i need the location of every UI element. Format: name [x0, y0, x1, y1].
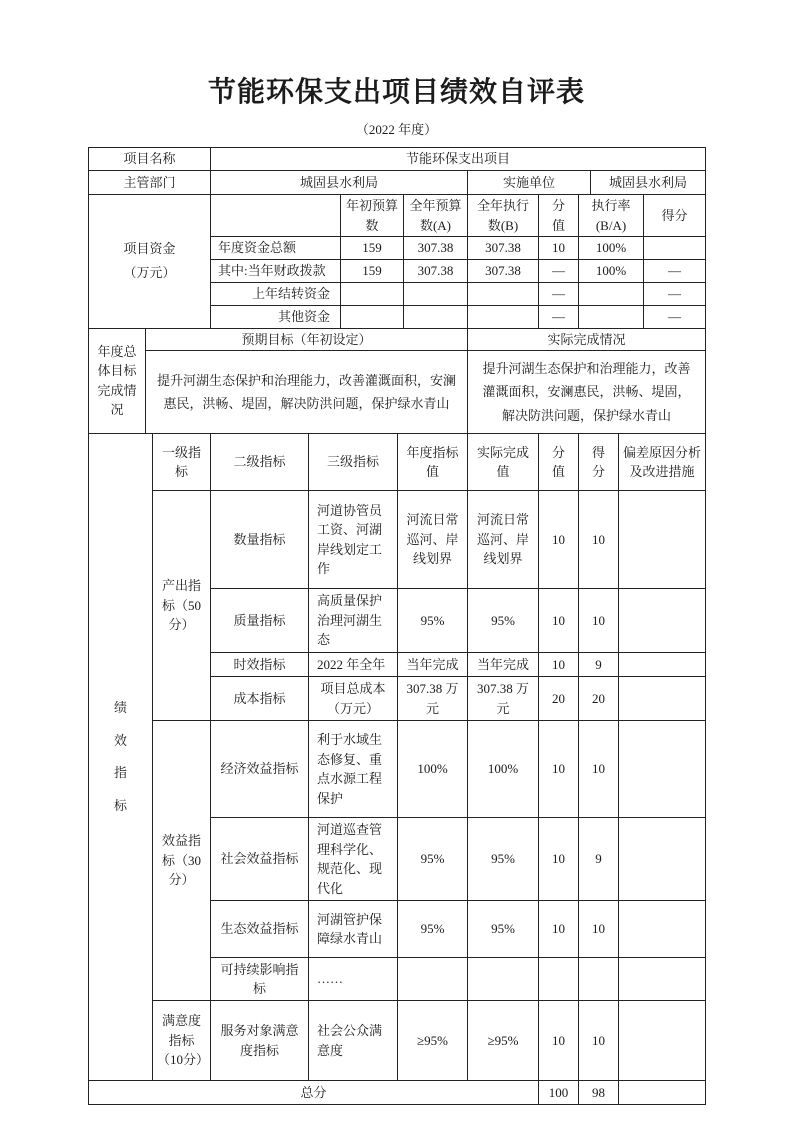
indicator-target-cell: 95%: [398, 901, 468, 958]
indicator-l3-cell: 利于水域生态修复、重点水源工程保护: [309, 721, 398, 818]
indicator-l3-cell: 2022 年全年: [309, 652, 398, 677]
indicator-actual-cell: 95%: [468, 589, 539, 653]
indicator-score-cell: 20: [579, 677, 619, 721]
table-row: [89, 721, 706, 818]
table-row: [89, 351, 706, 434]
funds-exec-cell: [468, 306, 539, 329]
indicator-actual-cell: 307.38 万元: [468, 677, 539, 721]
goals-expected-text-cell: 提升河湖生态保护和治理能力，改善灌溉面积，安澜惠民，洪畅、堤固，解决防洪问题，保护绿水青山: [146, 351, 468, 434]
funds-row-label-cell: 其他资金: [211, 306, 341, 329]
indicator-points-cell: 10: [539, 901, 579, 958]
dept-value-cell: 城固县水利局: [211, 171, 468, 195]
indicator-deviation-cell: [619, 1001, 706, 1081]
indicator-l3-cell: ……: [309, 958, 398, 1001]
indicator-deviation-cell: [619, 958, 706, 1001]
indicator-score-cell: 10: [579, 721, 619, 818]
ind-col-l1-header: 一级指标: [153, 434, 211, 491]
funds-col-rate-header: 执行率(B/A): [579, 195, 644, 237]
indicator-deviation-cell: [619, 589, 706, 653]
indicator-target-cell: 100%: [398, 721, 468, 818]
table-row: [89, 328, 706, 351]
indicator-points-cell: 10: [539, 589, 579, 653]
indicator-actual-cell: [468, 958, 539, 1001]
indicator-actual-cell: 河流日常巡河、岸线划界: [468, 491, 539, 589]
funds-initial-cell: [341, 306, 404, 329]
ind-col-score-label: 得分: [591, 444, 605, 479]
funds-section-label-line1: 项目资金: [123, 240, 176, 256]
indicator-score-cell: 10: [579, 491, 619, 589]
page-subtitle: （2022 年度）: [355, 122, 438, 137]
indicator-l2-cell: 成本指标: [211, 677, 309, 721]
funds-exec-cell: [468, 283, 539, 306]
ind-col-actual-header: 实际完成值: [468, 434, 539, 491]
funds-budget-cell: [404, 283, 468, 306]
implementer-label-cell: 实施单位: [468, 171, 591, 195]
indicator-l2-cell: 可持续影响指标: [211, 958, 309, 1001]
table-row: [89, 434, 706, 491]
funds-rate-cell: [579, 306, 644, 329]
funds-points-cell: 10: [539, 237, 579, 260]
indicator-points-cell: 10: [539, 818, 579, 901]
goals-section-label-cell: 年度总体目标完成情况: [89, 328, 146, 434]
indicator-l2-cell: 经济效益指标: [211, 721, 309, 818]
indicator-target-cell: 95%: [398, 589, 468, 653]
indicator-deviation-cell: [619, 677, 706, 721]
funds-initial-cell: 159: [341, 260, 404, 283]
indicators-table: [88, 433, 706, 1081]
indicator-points-cell: 10: [539, 652, 579, 677]
funds-score-cell: —: [644, 260, 706, 283]
goals-actual-text-cell: 提升河湖生态保护和治理能力，改善灌溉面积，安澜惠民，洪畅、堤固，解决防洪问题，保护绿水青山: [468, 351, 706, 434]
indicator-points-cell: 10: [539, 491, 579, 589]
funds-score-cell: —: [644, 306, 706, 329]
indicator-points-cell: 20: [539, 677, 579, 721]
indicator-l3-cell: 河道协管员工资、河湖岸线划定工作: [309, 491, 398, 589]
funds-budget-cell: [404, 306, 468, 329]
ind-col-points-header: [539, 434, 579, 491]
table-row: [89, 1081, 706, 1105]
funds-score-cell: —: [644, 283, 706, 306]
indicator-l2-cell: 时效指标: [211, 652, 309, 677]
funds-points-cell: —: [539, 306, 579, 329]
funds-section-label-cell: [89, 195, 211, 329]
indicator-points-cell: 10: [539, 1001, 579, 1081]
table-row: [89, 195, 706, 237]
funds-col-exec-header: 全年执行数(B): [468, 195, 539, 237]
evaluation-table: [88, 147, 705, 1105]
table-row: [89, 1001, 706, 1081]
funds-col-points-label: 分值: [551, 198, 565, 233]
project-name-value-cell: 节能环保支出项目: [211, 148, 706, 171]
funds-score-cell: [644, 237, 706, 260]
indicator-l2-cell: 数量指标: [211, 491, 309, 589]
indicator-score-cell: 10: [579, 901, 619, 958]
table-row: [89, 171, 706, 195]
funds-row-header-blank-cell: [211, 195, 341, 237]
indicator-deviation-cell: [619, 818, 706, 901]
funds-points-cell: —: [539, 260, 579, 283]
indicator-l3-cell: 河道巡查管理科学化、规范化、现代化: [309, 818, 398, 901]
funds-row-label-cell: 其中:当年财政拨款: [211, 260, 341, 283]
ind-col-deviation-header: 偏差原因分析及改进措施: [619, 434, 706, 491]
total-points-cell: 100: [539, 1081, 579, 1105]
indicator-score-cell: 10: [579, 589, 619, 653]
indicator-deviation-cell: [619, 491, 706, 589]
funds-budget-cell: 307.38: [404, 237, 468, 260]
indicator-actual-cell: 95%: [468, 818, 539, 901]
total-table: [88, 1080, 706, 1105]
funds-table: [88, 194, 706, 329]
indicator-target-cell: 当年完成: [398, 652, 468, 677]
goals-expected-header-cell: 预期目标（年初设定）: [146, 328, 468, 351]
funds-rate-cell: [579, 283, 644, 306]
info-table: [88, 147, 706, 195]
indicator-l2-cell: 服务对象满意度指标: [211, 1001, 309, 1081]
goals-actual-header-cell: 实际完成情况: [468, 328, 706, 351]
ind-col-l3-header: 三级指标: [309, 434, 398, 491]
indicator-score-cell: 9: [579, 652, 619, 677]
indicator-group-cell: 效益指标（30分）: [153, 721, 211, 1001]
project-name-label-cell: 项目名称: [89, 148, 211, 171]
ind-col-score-header: [579, 434, 619, 491]
ind-col-points-label: 分值: [551, 444, 565, 479]
funds-rate-cell: 100%: [579, 237, 644, 260]
indicator-actual-cell: 95%: [468, 901, 539, 958]
table-row: [89, 491, 706, 589]
ind-col-l2-header: 二级指标: [211, 434, 309, 491]
funds-initial-cell: 159: [341, 237, 404, 260]
indicator-actual-cell: 100%: [468, 721, 539, 818]
indicator-l2-cell: 生态效益指标: [211, 901, 309, 958]
indicator-group-cell: 满意度指标（10分）: [153, 1001, 211, 1081]
table-row: [89, 148, 706, 171]
funds-exec-cell: 307.38: [468, 237, 539, 260]
funds-col-budget-header: 全年预算数(A): [404, 195, 468, 237]
implementer-value-cell: 城固县水利局: [591, 171, 706, 195]
dept-label-cell: 主管部门: [89, 171, 211, 195]
indicator-deviation-cell: [619, 901, 706, 958]
funds-rate-cell: 100%: [579, 260, 644, 283]
indicator-l2-cell: 社会效益指标: [211, 818, 309, 901]
indicator-points-cell: [539, 958, 579, 1001]
indicator-l2-cell: 质量指标: [211, 589, 309, 653]
funds-row-label-cell: 年度资金总额: [211, 237, 341, 260]
indicator-l3-cell: 社会公众满意度: [309, 1001, 398, 1081]
funds-points-cell: —: [539, 283, 579, 306]
indicators-section-label-cell: [89, 434, 153, 1081]
page-title: 节能环保支出项目绩效自评表: [207, 76, 585, 107]
goals-table: [88, 328, 706, 435]
indicator-actual-cell: ≥95%: [468, 1001, 539, 1081]
funds-col-points-header: [539, 195, 579, 237]
indicator-target-cell: [398, 958, 468, 1001]
funds-col-initial-header: 年初预算数: [341, 195, 404, 237]
total-score-cell: 98: [579, 1081, 619, 1105]
funds-section-label-line2: （万元）: [123, 265, 176, 281]
indicator-target-cell: 河流日常巡河、岸线划界: [398, 491, 468, 589]
indicator-target-cell: ≥95%: [398, 1001, 468, 1081]
funds-initial-cell: [341, 283, 404, 306]
indicator-points-cell: 10: [539, 721, 579, 818]
funds-exec-cell: 307.38: [468, 260, 539, 283]
indicator-score-cell: 9: [579, 818, 619, 901]
indicator-deviation-cell: [619, 652, 706, 677]
indicator-score-cell: [579, 958, 619, 1001]
total-label-cell: 总分: [89, 1081, 539, 1105]
total-deviation-cell: [619, 1081, 706, 1105]
indicator-deviation-cell: [619, 721, 706, 818]
indicator-l3-cell: 河湖管护保障绿水青山: [309, 901, 398, 958]
funds-budget-cell: 307.38: [404, 260, 468, 283]
funds-row-label-cell: 上年结转资金: [211, 283, 341, 306]
indicator-target-cell: 307.38 万元: [398, 677, 468, 721]
indicator-target-cell: 95%: [398, 818, 468, 901]
indicator-l3-cell: 高质量保护治理河湖生态: [309, 589, 398, 653]
indicators-section-label: 绩效指标: [113, 700, 127, 813]
indicator-group-cell: 产出指标（50分）: [153, 491, 211, 721]
indicator-score-cell: 10: [579, 1001, 619, 1081]
ind-col-target-header: 年度指标值: [398, 434, 468, 491]
funds-col-score-header: 得分: [644, 195, 706, 237]
indicator-actual-cell: 当年完成: [468, 652, 539, 677]
indicator-l3-cell: 项目总成本（万元）: [309, 677, 398, 721]
